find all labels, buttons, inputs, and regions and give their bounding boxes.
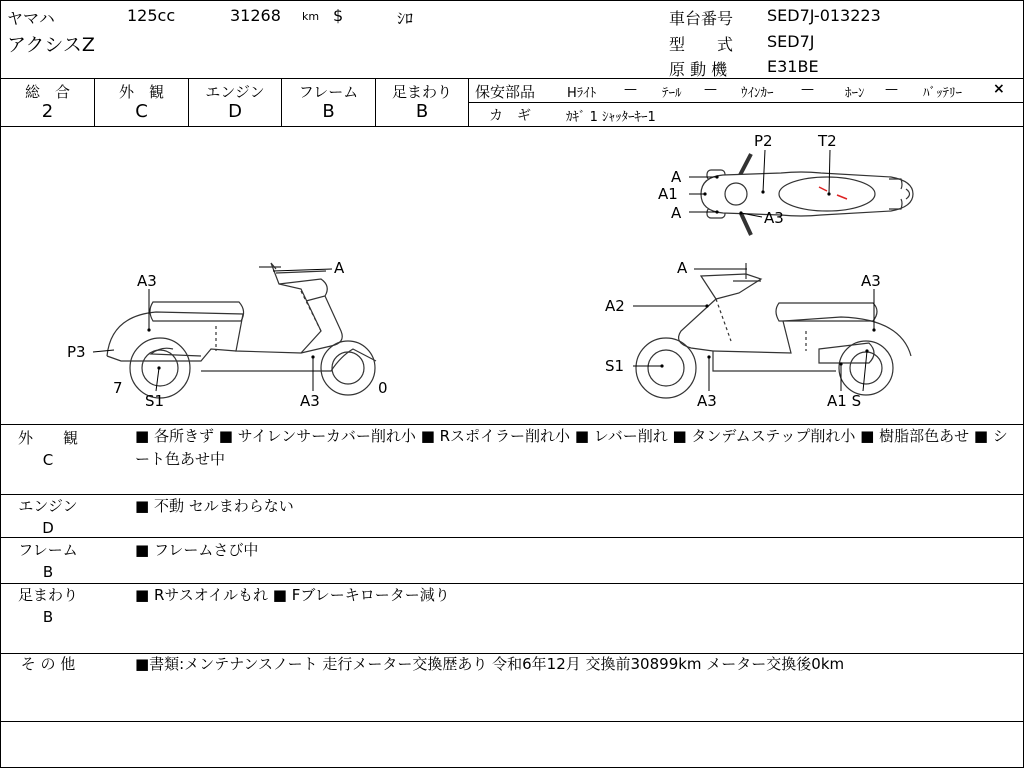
mark-7: 7 [113,379,123,397]
divider [1,78,1023,79]
mileage-unit: km [302,10,320,23]
safety-mark-tail: — [704,82,717,97]
color: ｼﾛ [397,9,414,28]
model-name: アクシスZ [7,34,95,56]
mark-0: 0 [378,379,388,397]
note-label-engine [1,495,95,539]
safety-mark-horn: — [885,82,898,97]
note-label-text: 外 観 [17,429,78,447]
grade-value-frame: B [322,101,335,122]
divider [1,537,1023,538]
note-text-suspension: ■ Rサスオイルもれ ■ Fブレーキローター減り [135,586,450,604]
mark-p3: P3 [67,343,86,361]
note-grade: B [42,608,54,626]
safety-item-battery: ﾊﾞｯﾃﾘｰ [923,86,962,101]
note-grade: C [42,451,54,469]
grade-value-engine: D [228,101,242,122]
mileage: 31268 [230,6,281,25]
displacement: 125cc [127,6,176,25]
divider [1,721,1023,722]
mark-a3: A3 [137,272,157,290]
key-label: カ ギ [489,108,531,124]
mark-a: A [334,259,345,277]
grade-label-suspension: 足まわり [391,83,452,101]
frame-no-label: 車台番号 [669,9,734,28]
price-mark: $ [333,6,344,25]
note-label-text: そ の 他 [20,655,76,673]
safety-item-headlight: Hﾗｲﾄ [567,86,597,101]
frame-no: SED7J-013223 [767,6,881,25]
grade-label-engine: エンジン [205,83,265,101]
type-value: SED7J [767,32,815,51]
type-label: 型 式 [669,35,734,54]
safety-item-horn: ﾎｰﾝ [845,86,865,101]
mark-p2: P2 [754,132,773,150]
mark-a3: A3 [300,392,320,410]
mark-a2: A2 [605,297,625,315]
scooter-top-view [701,154,913,235]
note-grade: B [42,563,54,581]
mark-a: A [671,204,682,222]
grade-label-exterior: 外 観 [118,83,164,101]
engine-value: E31BE [767,57,819,76]
note-label-frame [1,539,95,583]
grade-value-exterior: C [135,101,148,122]
note-text-frame: ■ フレームさび中 [135,541,259,559]
grade-label-frame: フレーム [298,83,359,101]
mark-a: A [671,168,682,186]
maker: ヤマハ [7,9,55,28]
safety-mark-winker: — [801,82,814,97]
note-label-other [1,653,95,675]
mark-a3: A3 [764,209,784,227]
mark-a3: A3 [697,392,717,410]
divider [468,102,1023,103]
note-text-exterior: ■ 各所きず ■ サイレンサーカバー削れ小 ■ Rスポイラー削れ小 ■ レバー削れ ■ タンデムステップ削れ小 ■ 樹脂部色あせ ■ シート色あせ中 [135,427,1008,468]
safety-item-winker: ｳｲﾝｶｰ [741,86,774,101]
note-label-suspension [1,584,95,628]
note-text-engine: ■ 不動 セルまわらない [135,497,294,515]
mark-a3: A3 [861,272,881,290]
safety-mark-battery: × [993,81,1005,97]
mark-t2: T2 [818,132,837,150]
note-label-text: フレーム [18,541,78,559]
key-value: ｶｷﾞ 1 ｼｬｯﾀｰｷｰ1 [566,110,656,125]
engine-label: 原 動 機 [669,60,728,79]
grade-value-overall: 2 [41,101,54,122]
safety-item-tail: ﾃｰﾙ [662,86,682,101]
note-label-text: 足まわり [17,586,78,604]
safety-mark-headlight: — [624,82,637,97]
grade-label-overall: 総 合 [24,83,70,101]
scooter-damage-diagram [1,127,1023,424]
grade-value-suspension: B [415,101,429,122]
mark-a: A [677,259,688,277]
note-grade: D [42,519,54,537]
mark-a1: A1 [658,185,678,203]
note-label-exterior [1,427,95,471]
note-label-text: エンジン [18,497,78,515]
safety-label: 保安部品 [475,83,536,101]
mark-s1: S1 [605,357,625,375]
note-text-other: ■書類:メンテナンスノート 走行メーター交換歴あり 令和6年12月 交換前30899km メーター交換後0km [135,655,845,673]
mark-a1-s: A1 S [827,392,862,410]
mark-s1: S1 [145,392,165,410]
